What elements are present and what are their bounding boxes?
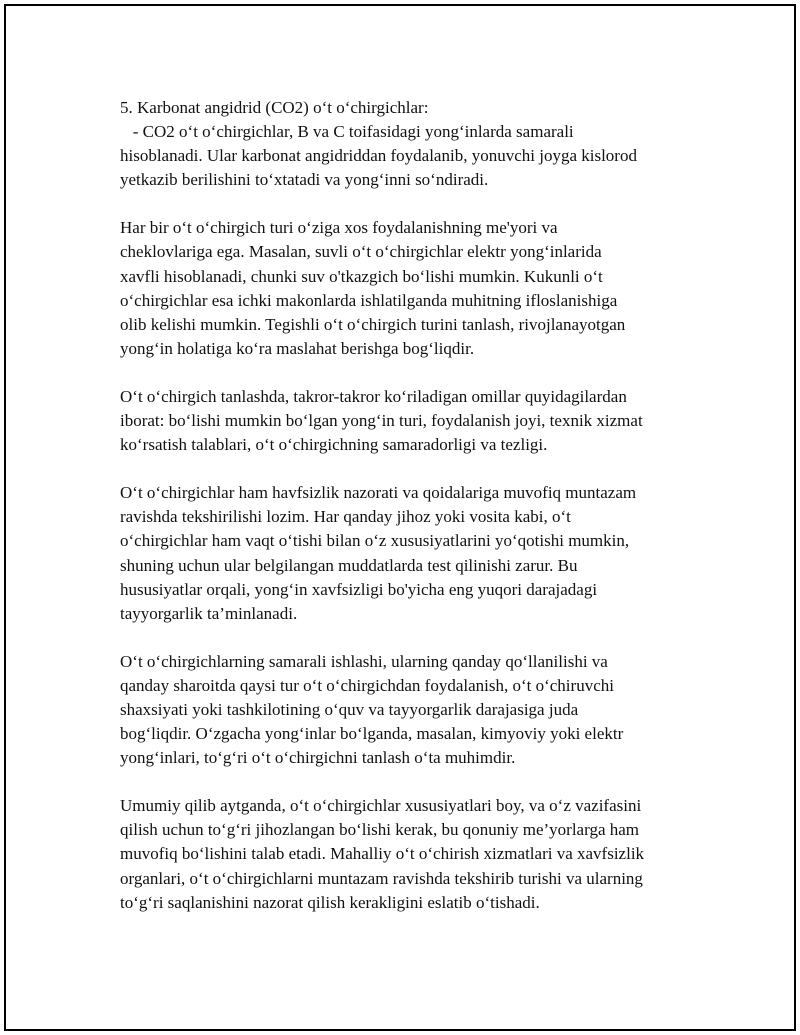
text-line: O‘t o‘chirgichlar ham havfsizlik nazorati va qoidalariga muvofiq muntazam xyxy=(120,483,637,503)
paragraph-summary xyxy=(120,794,710,914)
text-line: shuning uchun ular belgilangan muddatlarda test qilinishi zarur. Bu xyxy=(120,555,578,575)
text-line: qanday sharoitda qaysi tur o‘t o‘chirgichdan foydalanish, o‘t o‘chiruvchi xyxy=(120,675,614,695)
text-line: shaxsiyati yoki tashkilotining o‘quv va tayyorgarlik darajasiga juda xyxy=(120,699,579,719)
text-line: muvofiq bo‘lishini talab etadi. Mahalliy o‘t o‘chirish xizmatlari va xavfsizlik xyxy=(120,844,645,864)
text-line: o‘chirgichlar ham vaqt o‘tishi bilan o‘z xususiyatlarini yo‘qotishi mumkin, xyxy=(120,531,630,551)
text-line: O‘t o‘chirgich tanlashda, takror-takror ko‘riladigan omillar quyidagilardan xyxy=(120,386,627,406)
text-line: iborat: bo‘lishi mumkin bo‘lgan yong‘in turi, foydalanish joyi, texnik xizmat xyxy=(120,411,643,431)
paragraph-selection-factors xyxy=(120,385,710,457)
document-body xyxy=(120,96,710,939)
text-line: Umumiy qilib aytganda, o‘t o‘chirgichlar xususiyatlari boy, va o‘z vazifasini xyxy=(120,796,642,816)
text-line: yetkazib berilishini to‘xtatadi va yong‘inni so‘ndiradi. xyxy=(120,170,489,190)
text-line: - CO2 o‘t o‘chirgichlar, B va C toifasidagi yong‘inlarda samarali xyxy=(120,122,574,142)
text-line: yong‘in holatiga ko‘ra maslahat berishga bog‘liqdir. xyxy=(120,338,475,358)
text-line: hisoblanadi. Ular karbonat angidriddan foydalanib, yonuvchi joyga kislorod xyxy=(120,146,637,166)
text-line: organlari, o‘t o‘chirgichlarni muntazam ravishda tekshirib turishi va ularning xyxy=(120,868,643,888)
text-line: xavfli hisoblanadi, chunki suv o'tkazgich bo‘lishi mumkin. Kukunli o‘t xyxy=(120,266,603,286)
text-line: ko‘rsatish talablari, o‘t o‘chirgichning samaradorligi va tezligi. xyxy=(120,435,548,455)
text-line: bog‘liqdir. O‘zgacha yong‘inlar bo‘lganda, masalan, kimyoviy yoki elektr xyxy=(120,724,624,744)
text-line: ravishda tekshirilishi lozim. Har qanday jihoz yoki vosita kabi, o‘t xyxy=(120,507,571,527)
page-frame xyxy=(4,4,796,1031)
text-line: yong‘inlari, to‘g‘ri o‘t o‘chirgichni tanlash o‘ta muhimdir. xyxy=(120,748,516,768)
text-line: O‘t o‘chirgichlarning samarali ishlashi, ularning qanday qo‘llanilishi va xyxy=(120,651,608,671)
paragraph-inspection xyxy=(120,481,710,626)
text-line: qilish uchun to‘g‘ri jihozlangan bo‘lishi kerak, bu qonuniy me’yorlarga ham xyxy=(120,820,640,840)
paragraph-effective-use xyxy=(120,650,710,770)
text-line: tayyorgarlik ta’minlanadi. xyxy=(120,603,298,623)
text-line: cheklovlariga ega. Masalan, suvli o‘t o‘chirgichlar elektr yong‘inlarida xyxy=(120,242,602,262)
text-line: hususiyatlar orqali, yong‘in xavfsizligi bo'yicha eng yuqori darajadagi xyxy=(120,579,598,599)
paragraph-co2-extinguishers xyxy=(120,96,710,192)
text-line: o‘chirgichlar esa ichki makonlarda ishlatilganda muhitning ifloslanishiga xyxy=(120,290,618,310)
text-line: Har bir o‘t o‘chirgich turi o‘ziga xos foydalanishning me'yori va xyxy=(120,218,558,238)
text-line: olib kelishi mumkin. Tegishli o‘t o‘chirgich turini tanlash, rivojlanayotgan xyxy=(120,314,626,334)
text-line: to‘g‘ri saqlanishini nazorat qilish kerakligini eslatib o‘tishadi. xyxy=(120,892,540,912)
text-line: 5. Karbonat angidrid (CO2) o‘t o‘chirgichlar: xyxy=(120,98,429,117)
paragraph-usage-limits xyxy=(120,216,710,361)
